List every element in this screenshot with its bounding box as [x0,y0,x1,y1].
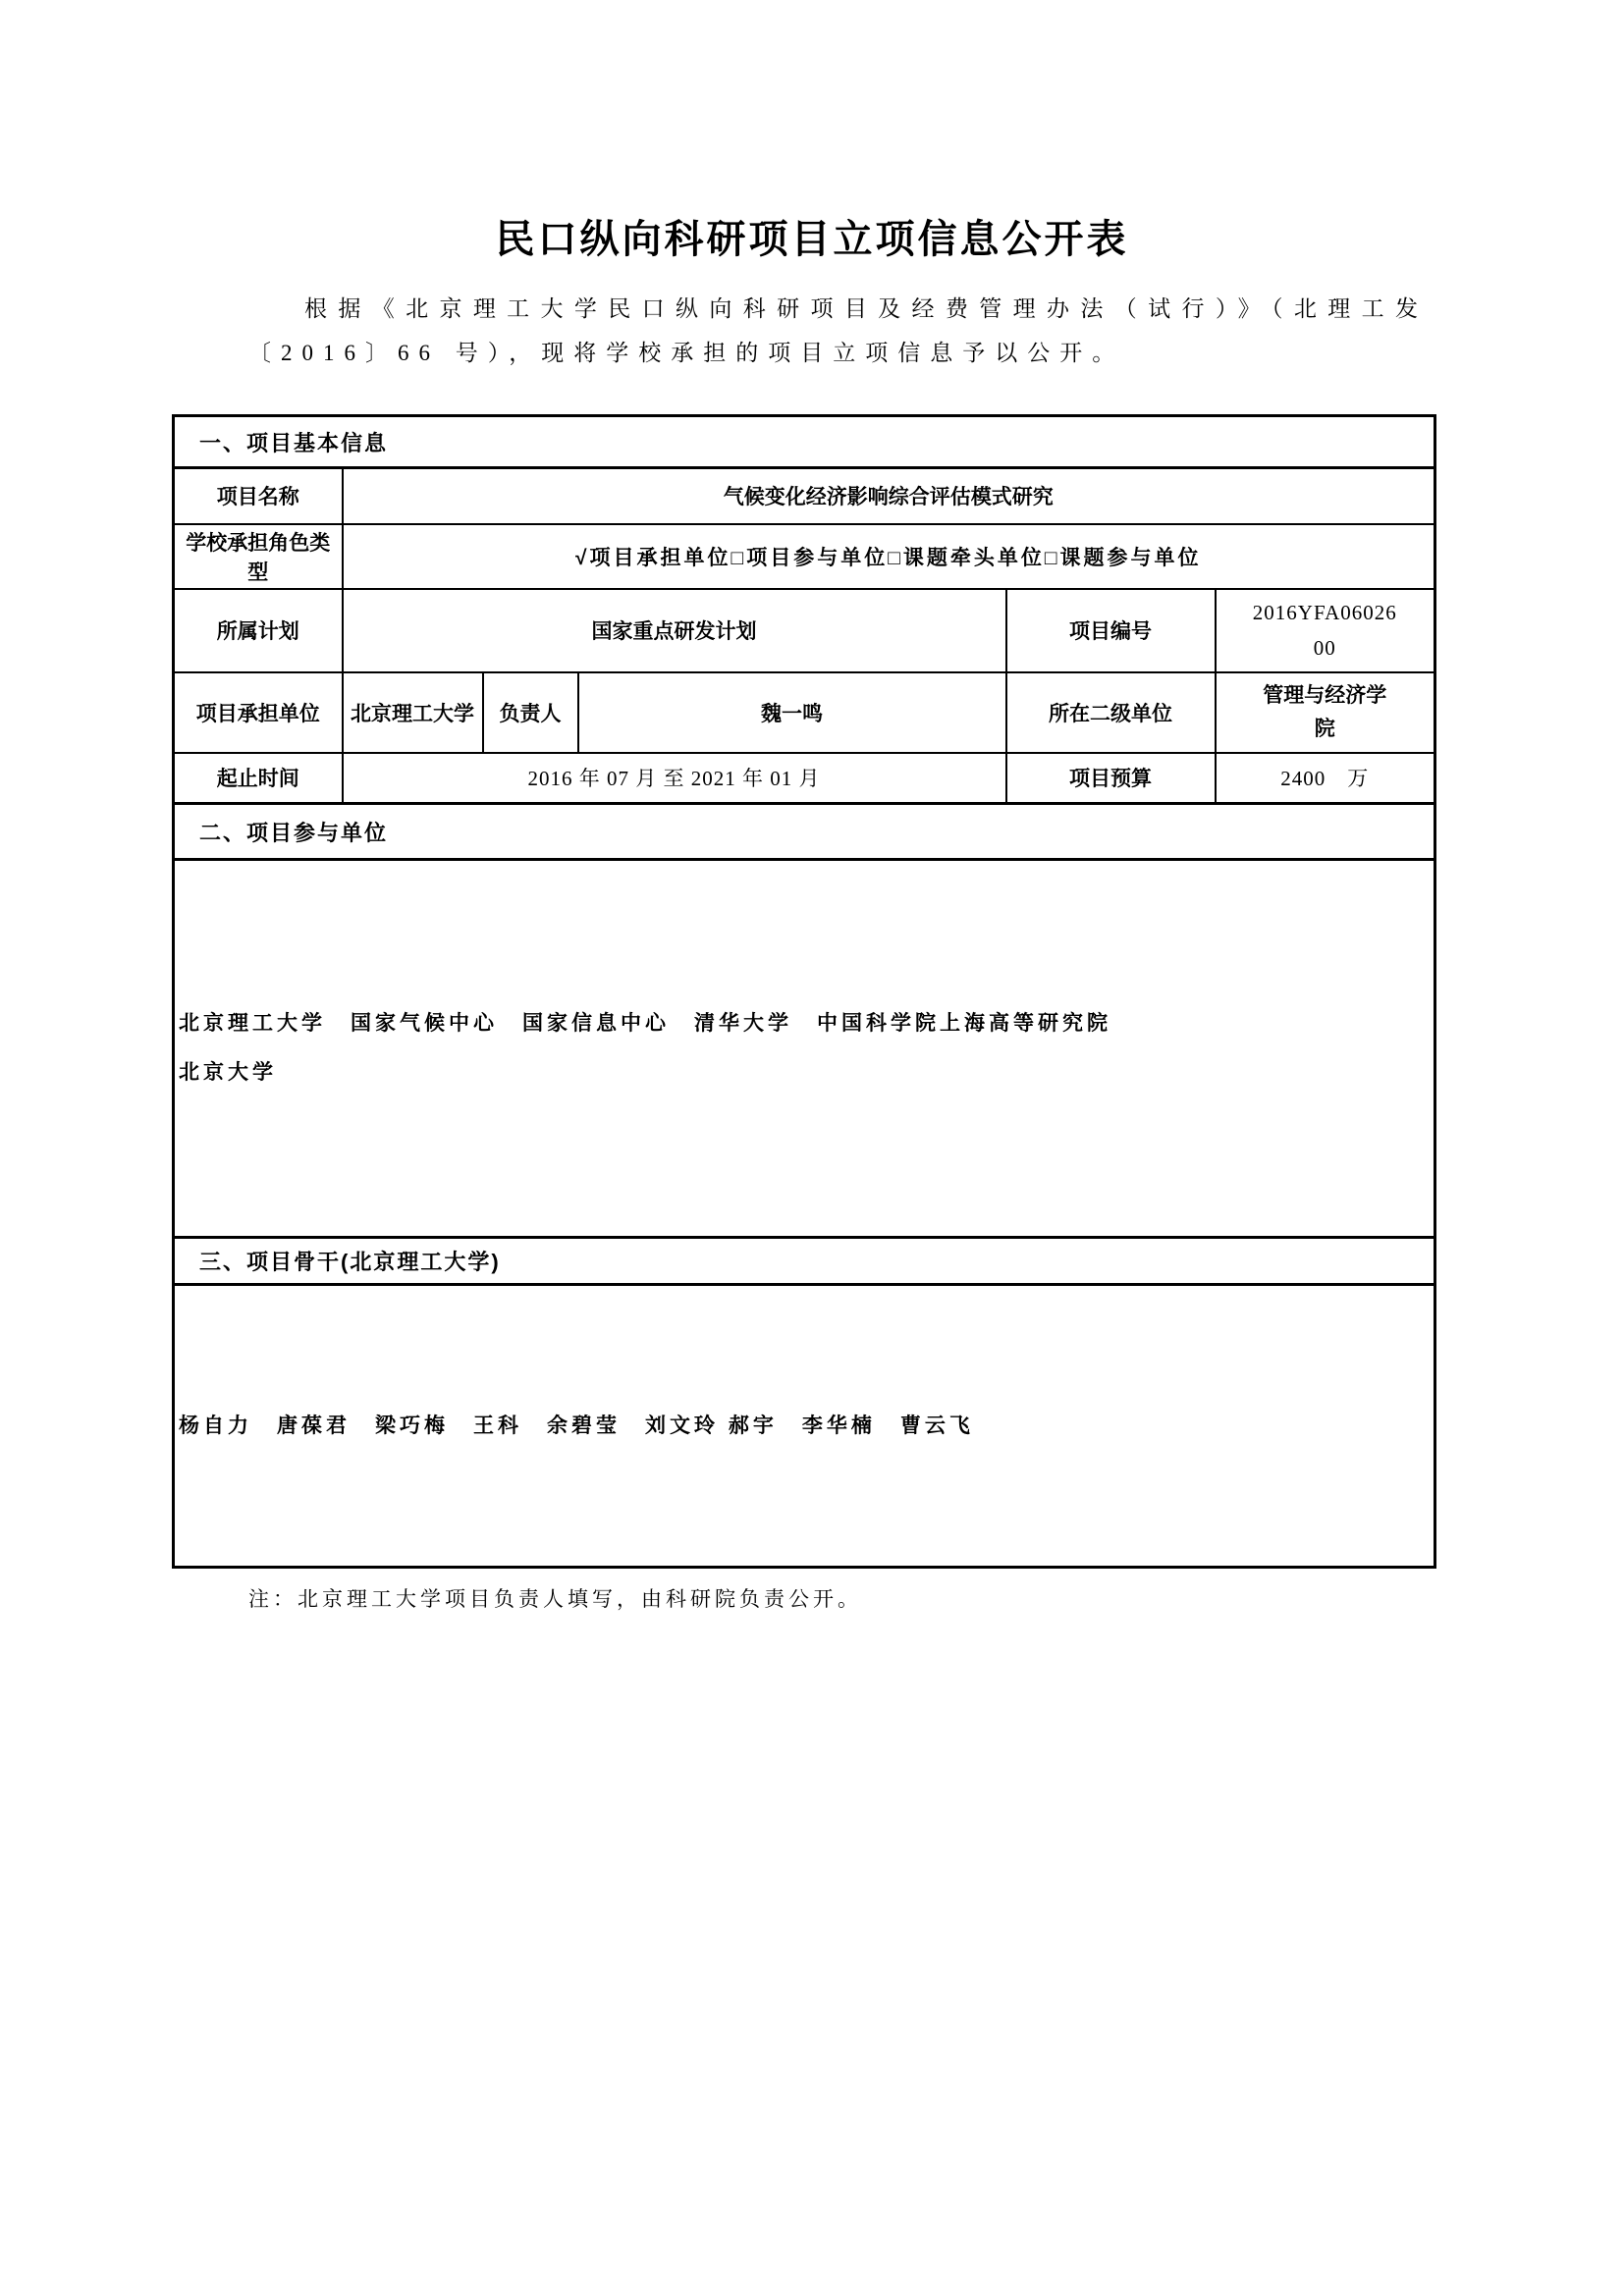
leader-value: 魏一鸣 [578,672,1006,753]
project-info-table [172,414,1436,1569]
participants-row [174,860,1435,1238]
undertaking-unit-row [174,672,1435,753]
secondary-unit-cell [1216,672,1435,753]
leader-label: 负责人 [483,672,578,753]
project-number-label: 项目编号 [1006,589,1216,672]
page-title: 民口纵向科研项目立项信息公开表 [495,218,1129,261]
plan-row [174,589,1435,672]
intro-paragraph: 根据《北京理工大学民口纵向科研项目及经费管理办法（试行）》（北理工发〔2016〕66 号），现将学校承担的项目立项信息予以公开。 [248,296,1428,365]
section-basic-info-header: 一、项目基本信息 [174,416,1435,468]
participants-line-1: 北京理工大学 国家气候中心 国家信息中心 清华大学 中国科学院上海高等研究院 [179,1012,1111,1035]
role-type-row [174,524,1435,589]
duration-value: 2016 年 07 月 至 2021 年 01 月 [343,753,1006,804]
role-type-label: 学校承担角色类型 [174,524,343,589]
section-participants-header: 二、项目参与单位 [174,804,1435,860]
section-backbone-header: 三、项目骨干(北京理工大学) [174,1238,1435,1285]
budget-value: 2400 万 [1216,753,1435,804]
participants-line-2: 北京大学 [179,1061,277,1084]
duration-label: 起止时间 [174,753,343,804]
secondary-unit-label: 所在二级单位 [1006,672,1216,753]
plan-label: 所属计划 [174,589,343,672]
secondary-unit-value: 管理与经济学院 [1263,683,1387,740]
undertaking-unit-value: 北京理工大学 [343,672,483,753]
backbone-row [174,1285,1435,1568]
project-name-row [174,468,1435,524]
project-number-cell [1216,589,1435,672]
plan-value: 国家重点研发计划 [343,589,1006,672]
participants-cell [174,860,1435,1238]
section-basic-info-row [174,416,1435,468]
section-participants-row [174,804,1435,860]
project-name-value: 气候变化经济影响综合评估模式研究 [343,468,1435,524]
project-number-value: 2016YFA0602600 [1252,601,1397,660]
project-name-label: 项目名称 [174,468,343,524]
budget-label: 项目预算 [1006,753,1216,804]
duration-row [174,753,1435,804]
section-backbone-row [174,1238,1435,1285]
backbone-members-cell: 杨自力 唐葆君 梁巧梅 王科 余碧莹 刘文玲 郝宇 李华楠 曹云飞 [174,1285,1435,1568]
undertaking-unit-label: 项目承担单位 [174,672,343,753]
footer-note: 注：北京理工大学项目负责人填写，由科研院负责公开。 [248,1587,862,1611]
role-type-value: √项目承担单位□项目参与单位□课题牵头单位□课题参与单位 [343,524,1435,589]
